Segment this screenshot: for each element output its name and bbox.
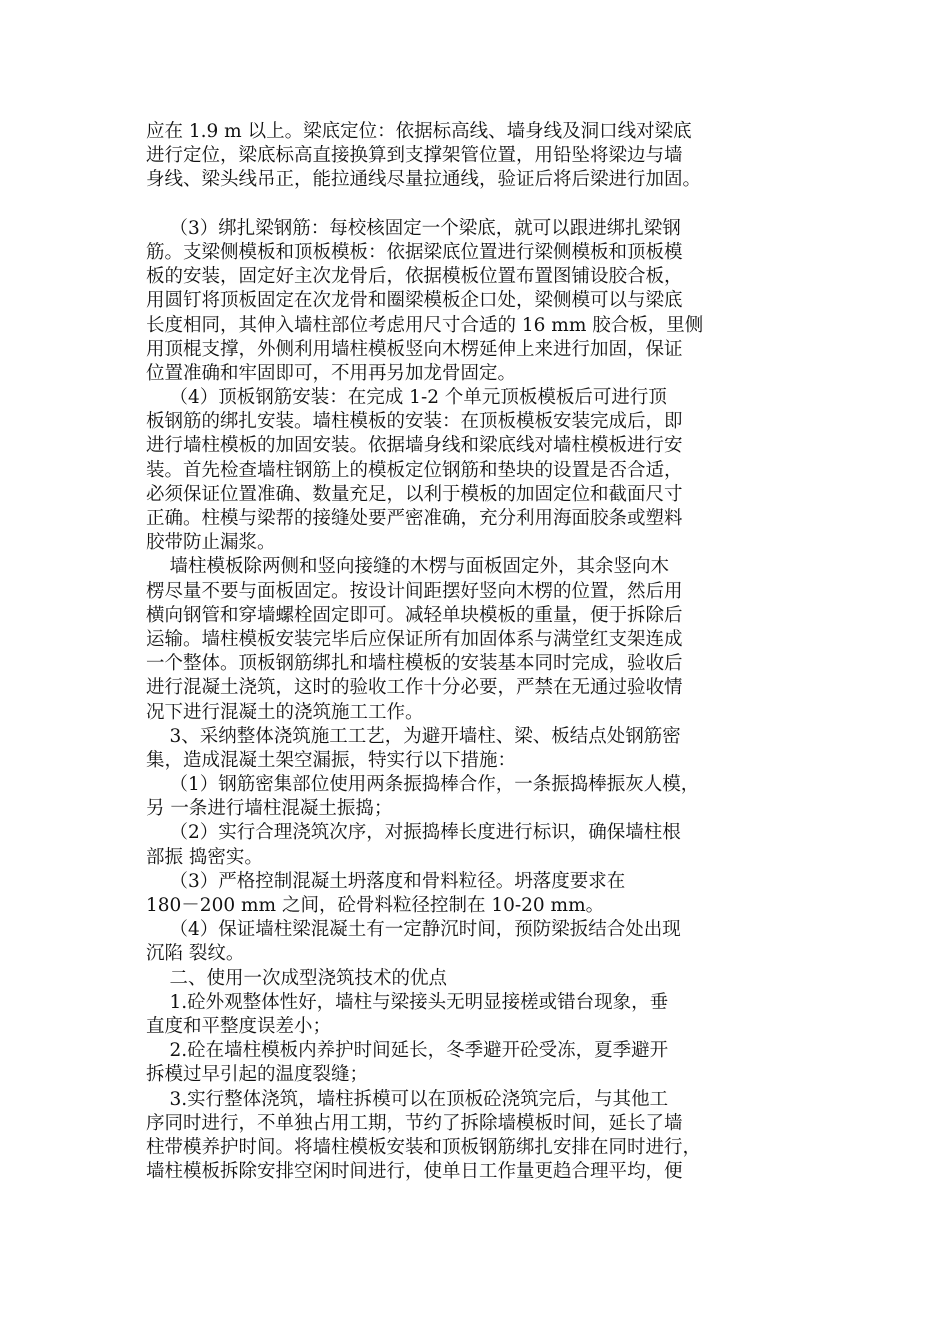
text-line: 二、使用一次成型浇筑技术的优点 — [146, 967, 448, 989]
text-line: 胶带防止漏浆。 — [146, 532, 276, 554]
text-line: 墙柱模板拆除安排空闲时间进行，使单日工作量更趋合理平均，便 — [146, 1161, 683, 1183]
text-line: 直度和平整度误差小； — [146, 1015, 332, 1037]
text-line: （3）绑扎梁钢筋：每校核固定一个梁底，就可以跟进绑扎梁钢 — [146, 217, 681, 239]
text-line: 必须保证位置准确、数量充足，以利于模板的加固定位和截面尺寸 — [146, 483, 683, 505]
text-line: 3、采纳整体浇筑施工工艺，为避开墙柱、梁、板结点处钢筋密 — [146, 725, 681, 747]
text-line: 1.砼外观整体性好，墙柱与梁接头无明显接槎或错台现象，垂 — [146, 991, 669, 1013]
text-line: 另 一条进行墙柱混凝土振捣； — [146, 798, 393, 820]
text-line: 柱带模养护时间。将墙柱模板安装和顶板钢筋绑扎安排在同时进行， — [146, 1136, 702, 1158]
text-line: 进行墙柱模板的加固安装。依据墙身线和梁底线对墙柱模板进行安 — [146, 435, 683, 457]
text-line: 长度相同，其伸入墙柱部位考虑用尺寸合适的 16 mm 胶合板，里侧 — [146, 314, 704, 336]
paragraph-1 — [146, 120, 812, 193]
text-line: 3.实行整体浇筑，墙柱拆模可以在顶板砼浇筑完后，与其他工 — [146, 1088, 669, 1110]
text-line: 筋。支梁侧模板和顶板模板：依据梁底位置进行梁侧模板和顶板模 — [146, 241, 683, 263]
text-line: 身线、梁头线吊正，能拉通线尽量拉通线，验证后将后梁进行加固。 — [146, 169, 702, 191]
paragraph-5 — [146, 725, 812, 773]
text-line: 进行定位，梁底标高直接换算到支撑架管位置，用铅坠将梁边与墙 — [146, 145, 683, 167]
text-line: 部振 捣密实。 — [146, 846, 263, 868]
text-line: 况下进行混凝土的浇筑施工工作。 — [146, 701, 424, 723]
document-body — [146, 120, 812, 1184]
text-line: 正确。柱模与梁帮的接缝处要严密准确，充分利用海面胶条或塑料 — [146, 508, 683, 529]
text-line: 横向钢管和穿墙螺栓固定即可。减轻单块模板的重量，便于拆除后 — [146, 604, 683, 626]
text-line: （3）严格控制混凝土坍落度和骨料粒径。坍落度要求在 — [146, 870, 626, 892]
paragraph-13 — [146, 1088, 812, 1185]
text-line: 位置准确和牢固即可，不用再另加龙骨固定。 — [146, 362, 517, 384]
text-line: 序同时进行，不单独占用工期，节约了拆除墙模板时间，延长了墙 — [146, 1112, 683, 1134]
paragraph-6 — [146, 773, 812, 821]
text-line: 拆模过早引起的温度裂缝； — [146, 1064, 369, 1086]
paragraph-9 — [146, 918, 812, 966]
paragraph-gap — [146, 193, 812, 217]
paragraph-11 — [146, 991, 812, 1039]
paragraph-12 — [146, 1039, 812, 1087]
text-line: 墙柱模板除两侧和竖向接缝的木楞与面板固定外，其余竖向木 — [146, 556, 670, 578]
text-line: 集，造成混凝土架空漏振，特实行以下措施： — [146, 749, 517, 771]
text-line: 应在 1.9 m 以上。梁底定位：依据标高线、墙身线及洞口线对梁底 — [146, 121, 692, 142]
text-line: 进行混凝土浇筑，这时的验收工作十分必要，严禁在无通过验收情 — [146, 677, 683, 699]
text-line: 板的安装，固定好主次龙骨后，依据模板位置布置图铺设胶合板， — [146, 266, 683, 288]
text-line: 楞尽量不要与面板固定。按设计间距摆好竖向木楞的位置，然后用 — [146, 580, 683, 602]
text-line: 用圆钉将顶板固定在次龙骨和圈梁模板企口处，梁侧模可以与梁底 — [146, 290, 683, 312]
text-line: 一个整体。顶板钢筋绑扎和墙柱模板的安装基本同时完成，验收后 — [146, 653, 683, 675]
text-line: 180－200 mm 之间，砼骨料粒径控制在 10-20 mm。 — [146, 895, 605, 916]
paragraph-3 — [146, 386, 812, 555]
paragraph-4 — [146, 555, 812, 724]
paragraph-8 — [146, 870, 812, 918]
text-line: 运输。墙柱模板安装完毕后应保证所有加固体系与满堂红支架连成 — [146, 628, 683, 650]
text-line: 装。首先检查墙柱钢筋上的模板定位钢筋和垫块的设置是否合适， — [146, 459, 683, 481]
text-line: （4）顶板钢筋安装：在完成 1-2 个单元顶板模板后可进行顶 — [146, 387, 667, 409]
paragraph-7 — [146, 821, 812, 869]
text-line: （2）实行合理浇筑次序，对振捣棒长度进行标识，确保墙柱根 — [146, 822, 681, 844]
text-line: （4）保证墙柱梁混凝土有一定静沉时间，预防梁扳结合处出现 — [146, 919, 681, 941]
paragraph-2 — [146, 217, 812, 386]
text-line: 沉陷 裂纹。 — [146, 943, 245, 965]
text-line: 用顶棍支撑，外侧利用墙柱模板竖向木楞延伸上来进行加固，保证 — [146, 338, 683, 360]
section-heading — [146, 967, 812, 991]
text-line: （1）钢筋密集部位使用两条振捣棒合作，一条振捣棒振灰人模， — [146, 774, 700, 796]
text-line: 2.砼在墙柱模板内养护时间延长，冬季避开砼受冻，夏季避开 — [146, 1040, 669, 1062]
text-line: 板钢筋的绑扎安装。墙柱模板的安装：在顶板模板安装完成后，即 — [146, 411, 683, 433]
